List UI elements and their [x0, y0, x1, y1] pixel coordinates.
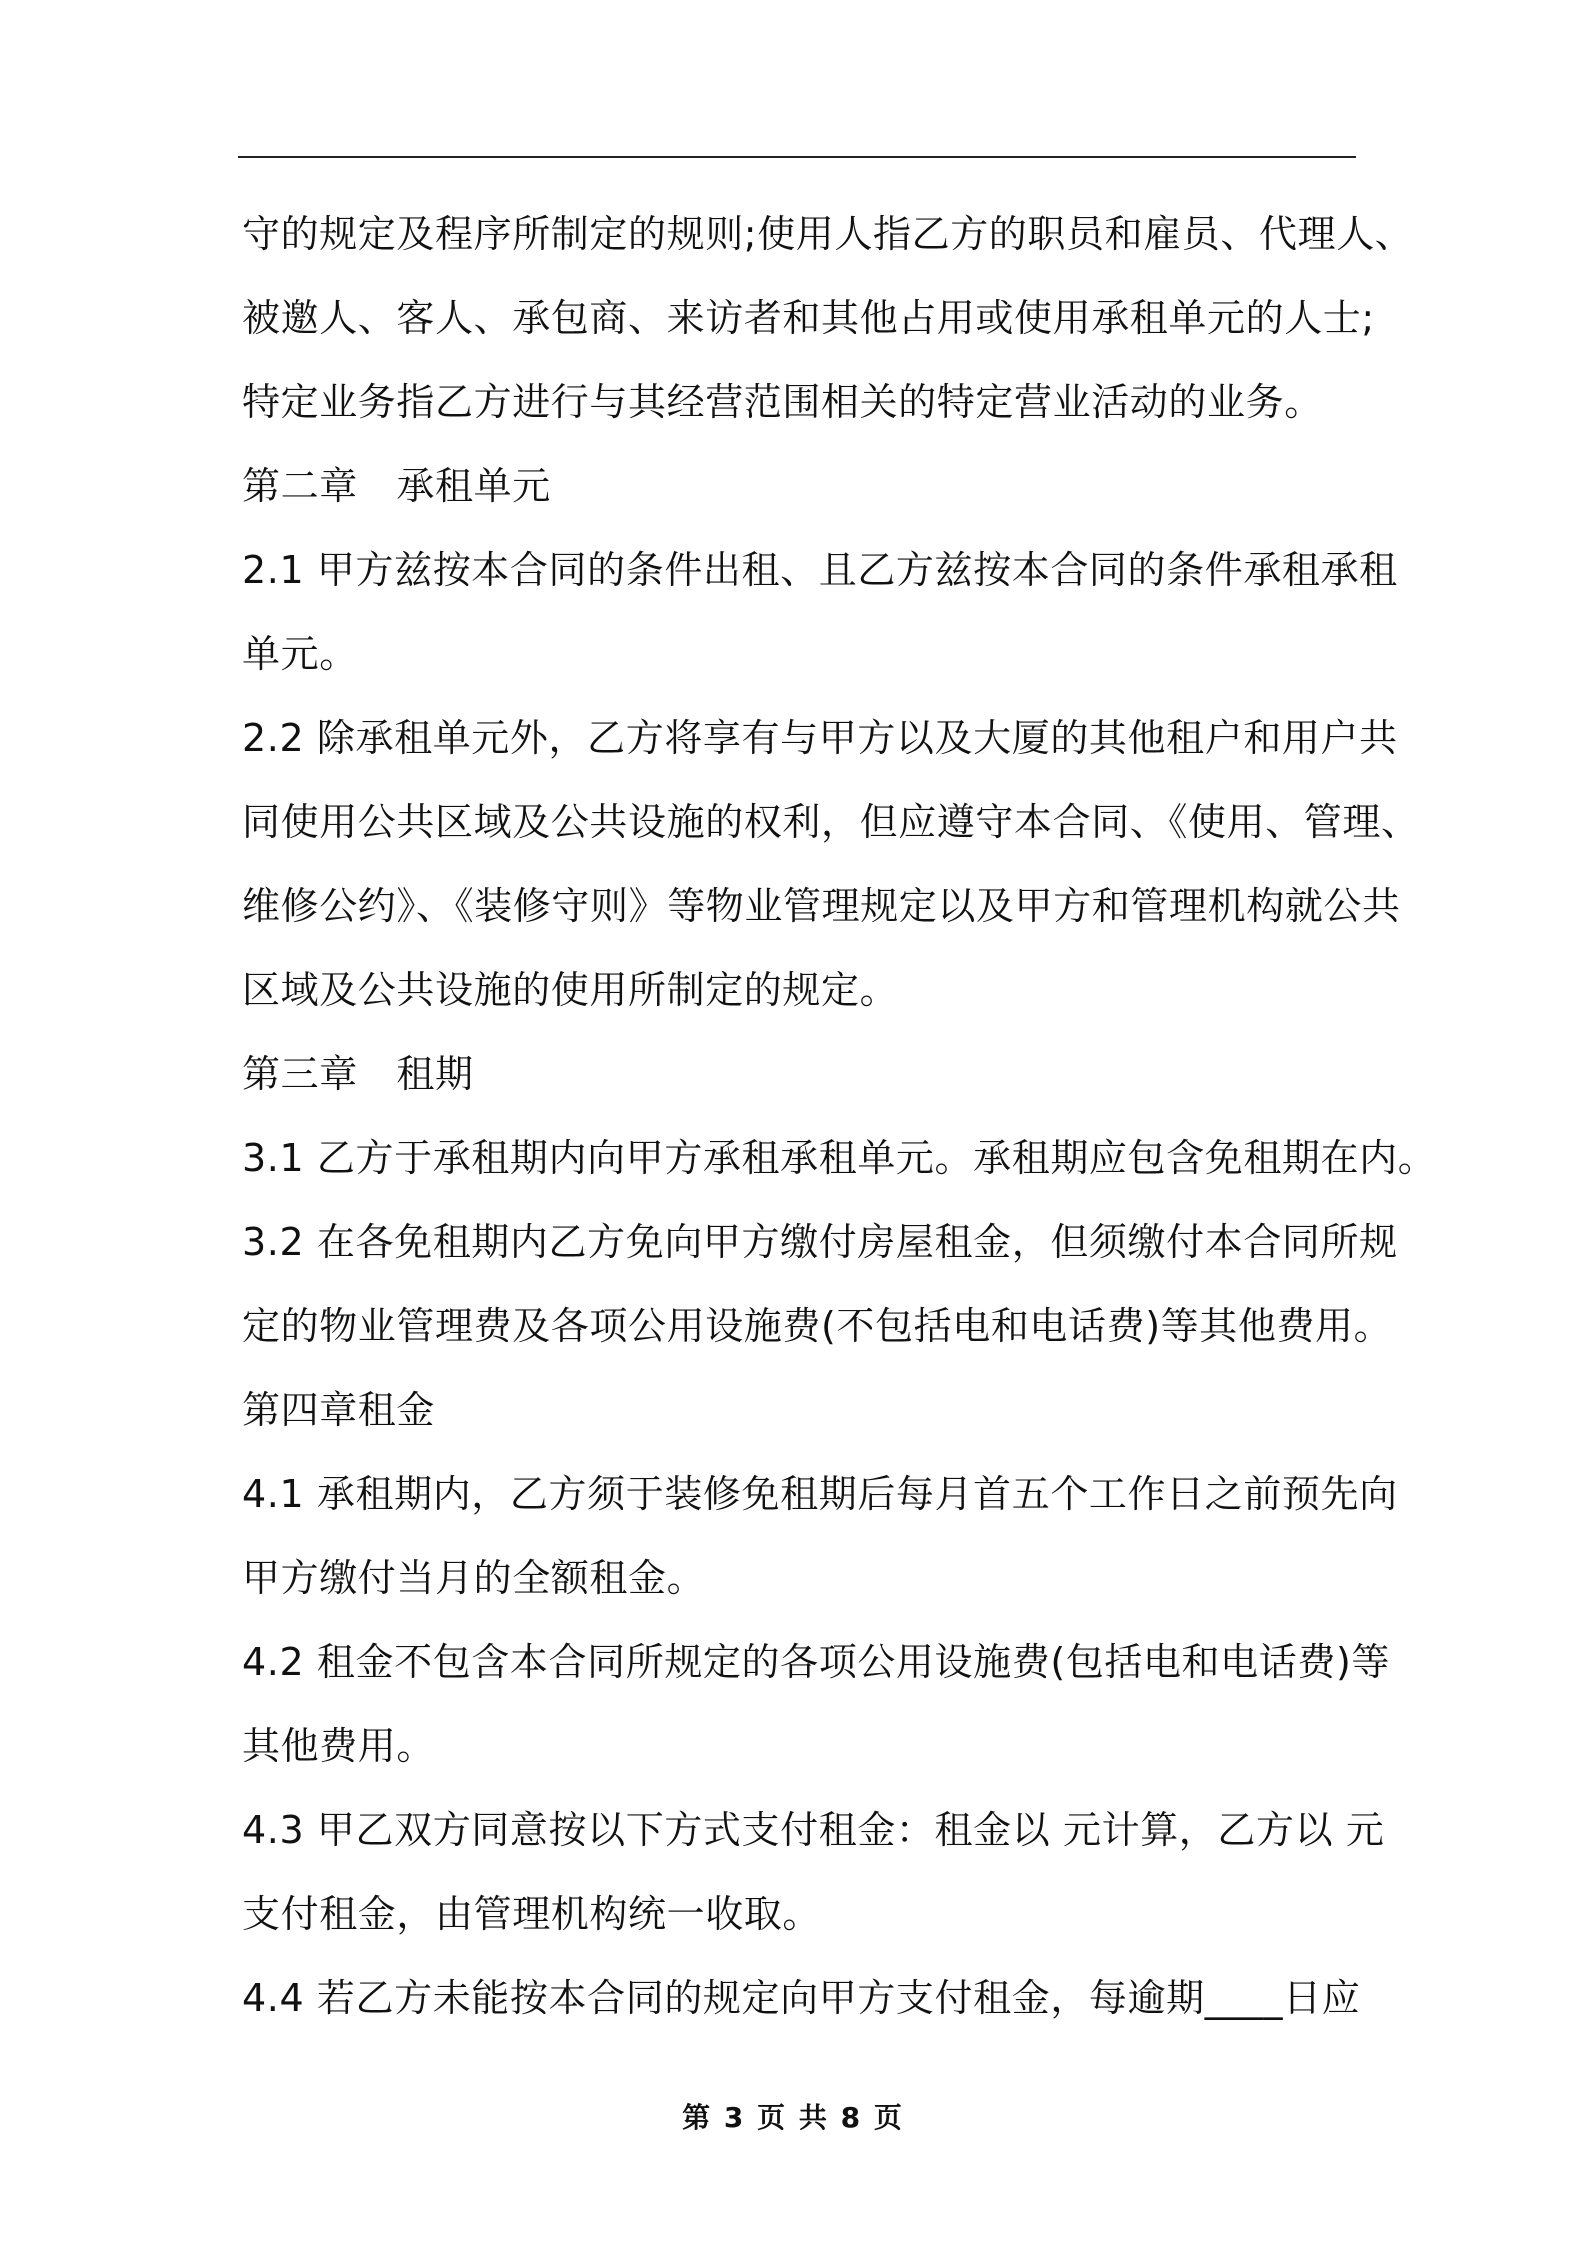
clause-3-1: 3.1 乙方于承租期内向甲方承租承租单元。承租期应包含免租期在内。: [242, 1136, 1437, 1180]
page-number: 第 3 页 共 8 页: [682, 2101, 904, 2134]
text-line: 同使用公共区域及公共设施的权利，但应遵守本合同、《使用、管理、: [242, 800, 1420, 844]
chapter-heading-4: 第四章租金: [242, 1388, 436, 1432]
text-line: 特定业务指乙方进行与其经营范围相关的特定营业活动的业务。: [242, 380, 1323, 424]
clause-4-4: 4.4 若乙方未能按本合同的规定向甲方支付租金，每逾期____日应: [242, 1976, 1361, 2020]
text-line: 区域及公共设施的使用所制定的规定。: [242, 968, 899, 1012]
chapter-heading-2: 第二章 承租单元: [242, 464, 551, 508]
text-line: 其他费用。: [242, 1724, 436, 1768]
clause-3-2: 3.2 在各免租期内乙方免向甲方缴付房屋租金，但须缴付本合同所规: [242, 1220, 1398, 1264]
clause-2-1: 2.1 甲方兹按本合同的条件出租、且乙方兹按本合同的条件承租承租: [242, 548, 1398, 592]
clause-2-2: 2.2 除承租单元外，乙方将享有与甲方以及大厦的其他租户和用户共: [242, 716, 1398, 760]
header-divider: [238, 156, 1356, 158]
text-line: 维修公约》、《装修守则》等物业管理规定以及甲方和管理机构就公共: [242, 884, 1401, 928]
text-line: 被邀人、客人、承包商、来访者和其他占用或使用承租单元的人士;: [242, 296, 1375, 340]
text-line: 定的物业管理费及各项公用设施费(不包括电和电话费)等其他费用。: [242, 1304, 1393, 1348]
text-line: 守的规定及程序所制定的规则;使用人指乙方的职员和雇员、代理人、: [242, 212, 1414, 256]
clause-4-2: 4.2 租金不包含本合同所规定的各项公用设施费(包括电和电话费)等: [242, 1640, 1390, 1684]
text-line: 支付租金，由管理机构统一收取。: [242, 1892, 822, 1936]
contract-body: [242, 192, 1437, 2040]
chapter-heading-3: 第三章 租期: [242, 1052, 474, 1096]
text-line: 甲方缴付当月的全额租金。: [242, 1556, 706, 1600]
clause-4-1: 4.1 承租期内，乙方须于装修免租期后每月首五个工作日之前预先向: [242, 1472, 1398, 1516]
text-line: 单元。: [242, 632, 358, 676]
clause-4-3: 4.3 甲乙双方同意按以下方式支付租金：租金以 元计算，乙方以 元: [242, 1808, 1385, 1852]
